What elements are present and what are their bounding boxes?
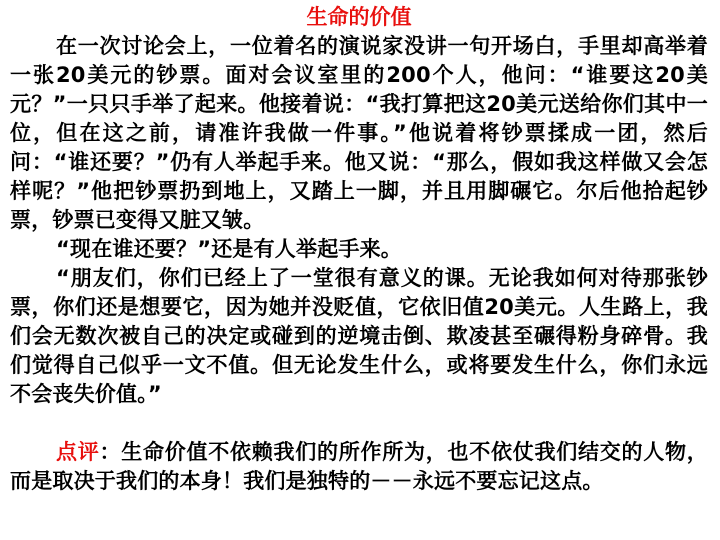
comment-colon: ： [99, 440, 122, 464]
story-paragraph-3: “朋友们，你们已经上了一堂很有意义的课。无论我如何对待那张钞票，你们还是想要它，因为她并没贬值，它依旧值20美元。人生路上，我们会无数次被自己的决定或碰到的逆境击倒、欺凌甚至碾得粉身碎骨。我们觉得自己似乎一文不值。但无论发生什么，或将要发生什么，你们永远不会丧失价值。” [10, 266, 708, 406]
spacer [10, 409, 708, 438]
comment-label: 点评 [56, 440, 100, 464]
story-paragraph-2: “现在谁还要？”还是有人举起手来。 [56, 237, 403, 261]
story-paragraph-1: 在一次讨论会上，一位着名的演说家没讲一句开场白，手里却高举着一张20美元的钞票。面对会议室里的200个人，他问：“谁要这20美元？”一只只手举了起来。他接着说：“我打算把这20美元送给你们其中一位，但在这之前，请准许我做一件事。”他说着将钞票揉成一团，然后问：“谁还要？”仍有人举起手来。他又说：“那么，假如我这样做又会怎样呢？”他把钞票扔到地上，又踏上一脚，并且用脚碾它。尔后他拾起钞票，钞票已变得又脏又皱。 [10, 34, 708, 232]
comment-paragraph [10, 438, 708, 496]
comment-text: 生命价值不依赖我们的所作所为，也不依仗我们结交的人物，而是取决于我们的本身！我们是独特的－－永远不要忘记这点。 [10, 440, 709, 493]
slide-title: 生命的价值 [306, 5, 412, 29]
